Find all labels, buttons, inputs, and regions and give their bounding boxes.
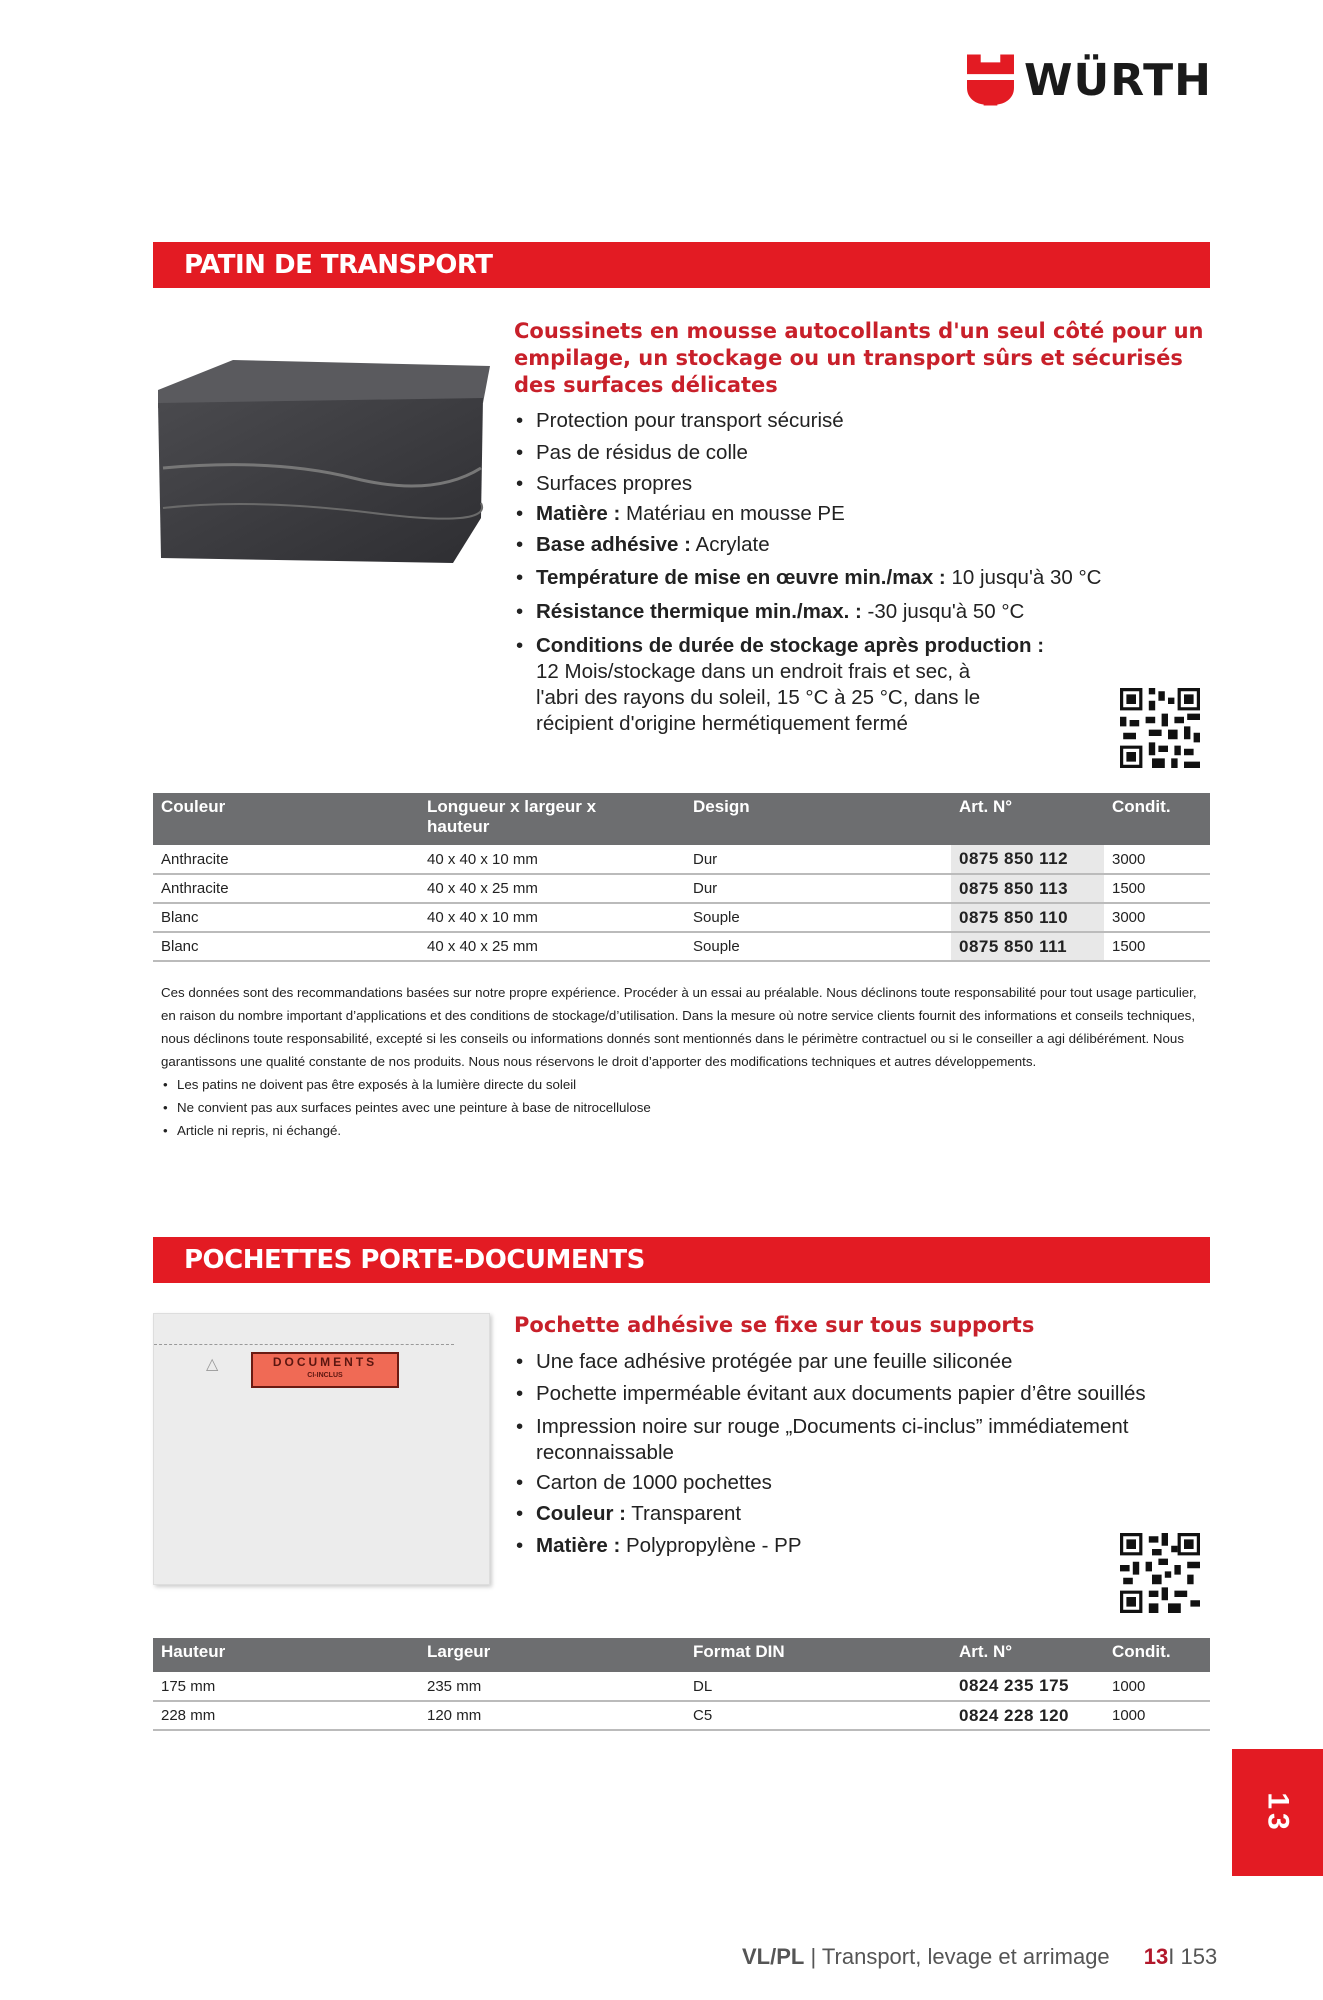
cell: Souple <box>685 903 951 932</box>
page-footer <box>742 1944 1217 1970</box>
note-item: • Les patins ne doivent pas être exposés à la lumière directe du soleil <box>161 1073 1201 1096</box>
recycle-icon: △ <box>206 1356 219 1373</box>
disclaimer-text: Ces données sont des recommandations basées sur notre propre expérience. Procéder à un essai au préalable. Nous déclinons toute responsabilité pour tout usage particulier, en raison du nombre important d’applications et des conditions de stockage/d’utilisation. Dans la mesure où notre service clients fournit des informations et conseils techniques, nous déclinons toute responsabilité, excepté si les conseils ou informations donnés sont mentionnés dans le périmètre contractuel ou si le conseiller a agi délibérément. Nous garantissons une qualité constante de nos produits. Nous nous réservons le droit d’apporter des modifications techniques et autres développements. <box>161 985 1197 1069</box>
feature-item: • Base adhésive : Acrylate <box>516 529 1216 561</box>
article-number[interactable]: 0824 228 120 <box>951 1701 1104 1730</box>
feature-item: • Pas de résidus de colle <box>516 437 1216 469</box>
table-row <box>153 932 1210 961</box>
product-image-foam-pad <box>153 318 490 563</box>
feature-item: • Résistance thermique min./max. : -30 jusqu'à 50 °C <box>516 595 1216 629</box>
footer-chapter: 13 <box>1143 1944 1169 1969</box>
cell: 40 x 40 x 25 mm <box>419 932 685 961</box>
footer-page-number: I 153 <box>1168 1944 1218 1969</box>
section1-product-table <box>153 793 1210 962</box>
section2-features <box>516 1346 1216 1564</box>
cell: 120 mm <box>419 1701 685 1730</box>
col-header: Couleur <box>153 793 419 845</box>
article-number[interactable]: 0875 850 113 <box>951 874 1104 903</box>
disclaimer <box>161 981 1201 1142</box>
wurth-logo <box>967 53 1212 107</box>
documents-label: DOCUMENTS CI-INCLUS <box>251 1352 399 1388</box>
col-header: Design <box>685 793 951 845</box>
feature-item: • Pochette imperméable évitant aux documents papier d’être souillés <box>516 1378 1216 1410</box>
cell: Dur <box>685 874 951 903</box>
note-item: • Article ni repris, ni échangé. <box>161 1119 1201 1142</box>
feature-item: • Couleur : Transparent <box>516 1500 1216 1528</box>
feature-item: • Température de mise en œuvre min./max : 10 jusqu'à 30 °C <box>516 561 1216 595</box>
section2-subtitle: Pochette adhésive se fixe sur tous supports <box>514 1313 1035 1337</box>
cell: 40 x 40 x 10 mm <box>419 845 685 874</box>
cell: 3000 <box>1104 903 1210 932</box>
wurth-logo-icon <box>967 54 1014 106</box>
feature-item: • Matière : Polypropylène - PP <box>516 1528 1216 1564</box>
section-title-pochettes: POCHETTES PORTE-DOCUMENTS <box>153 1237 1210 1283</box>
cell: C5 <box>685 1701 951 1730</box>
section1-subtitle: Coussinets en mousse autocollants d'un seul côté pour un empilage, un stockage ou un transport sûrs et sécurisés des surfaces délicates <box>514 319 1204 397</box>
section1-features <box>516 405 1216 737</box>
col-header: Format DIN <box>685 1638 951 1672</box>
note-item: • Ne convient pas aux surfaces peintes avec une peinture à base de nitrocellulose <box>161 1096 1201 1119</box>
cell: Dur <box>685 845 951 874</box>
table-row <box>153 874 1210 903</box>
qr-code-icon[interactable] <box>1120 1533 1200 1613</box>
table-row <box>153 1672 1210 1701</box>
section2-product-table <box>153 1638 1210 1731</box>
feature-item: • Carton de 1000 pochettes <box>516 1466 1216 1500</box>
product-image-document-pouch <box>153 1313 490 1585</box>
col-header: Longueur x largeur x hauteur <box>419 793 685 845</box>
col-header: Largeur <box>419 1638 685 1672</box>
cell: 1500 <box>1104 932 1210 961</box>
feature-item: • Protection pour transport sécurisé <box>516 405 1216 437</box>
cell: 228 mm <box>153 1701 419 1730</box>
article-number[interactable]: 0824 235 175 <box>951 1672 1104 1701</box>
footer-separator: | <box>810 1944 817 1969</box>
chapter-tab[interactable] <box>1232 1749 1323 1876</box>
cell: Anthracite <box>153 874 419 903</box>
cell: Souple <box>685 932 951 961</box>
feature-item: • Surfaces propres <box>516 469 1216 499</box>
feature-item: • Conditions de durée de stockage après production : 12 Mois/stockage dans un endroit frais et sec, à l'abri des rayons du soleil, 15 °C à 25 °C, dans le récipient d'origine hermétiquement fermé <box>516 629 996 737</box>
table-header <box>153 1638 1210 1672</box>
cell: Anthracite <box>153 845 419 874</box>
cell: 1000 <box>1104 1672 1210 1701</box>
cell: 40 x 40 x 10 mm <box>419 903 685 932</box>
feature-item: • Impression noire sur rouge „Documents ci-inclus” immédiatement reconnaissable <box>516 1410 1176 1466</box>
section-title-patin: PATIN DE TRANSPORT <box>153 242 1210 288</box>
brand-name: WÜRTH <box>1023 54 1212 106</box>
cell: Blanc <box>153 903 419 932</box>
cell: DL <box>685 1672 951 1701</box>
cell: 3000 <box>1104 845 1210 874</box>
cell: 235 mm <box>419 1672 685 1701</box>
cell: 175 mm <box>153 1672 419 1701</box>
table-row <box>153 1701 1210 1730</box>
qr-code-icon[interactable] <box>1120 688 1200 768</box>
cell: Blanc <box>153 932 419 961</box>
cell: 40 x 40 x 25 mm <box>419 874 685 903</box>
article-number[interactable]: 0875 850 112 <box>951 845 1104 874</box>
cell: 1000 <box>1104 1701 1210 1730</box>
chapter-number: 13 <box>1261 1791 1295 1834</box>
col-header: Condit. <box>1104 793 1210 845</box>
col-header: Art. N° <box>951 1638 1104 1672</box>
col-header: Condit. <box>1104 1638 1210 1672</box>
col-header: Art. N° <box>951 793 1104 845</box>
article-number[interactable]: 0875 850 110 <box>951 903 1104 932</box>
table-row <box>153 903 1210 932</box>
col-header: Hauteur <box>153 1638 419 1672</box>
table-header <box>153 793 1210 845</box>
tear-line <box>154 1344 454 1345</box>
footer-title: Transport, levage et arrimage <box>821 1944 1110 1969</box>
footer-category: VL/PL <box>742 1944 805 1969</box>
table-row <box>153 845 1210 874</box>
feature-item: • Une face adhésive protégée par une feuille siliconée <box>516 1346 1216 1378</box>
article-number[interactable]: 0875 850 111 <box>951 932 1104 961</box>
feature-item: • Matière : Matériau en mousse PE <box>516 499 1216 529</box>
cell: 1500 <box>1104 874 1210 903</box>
